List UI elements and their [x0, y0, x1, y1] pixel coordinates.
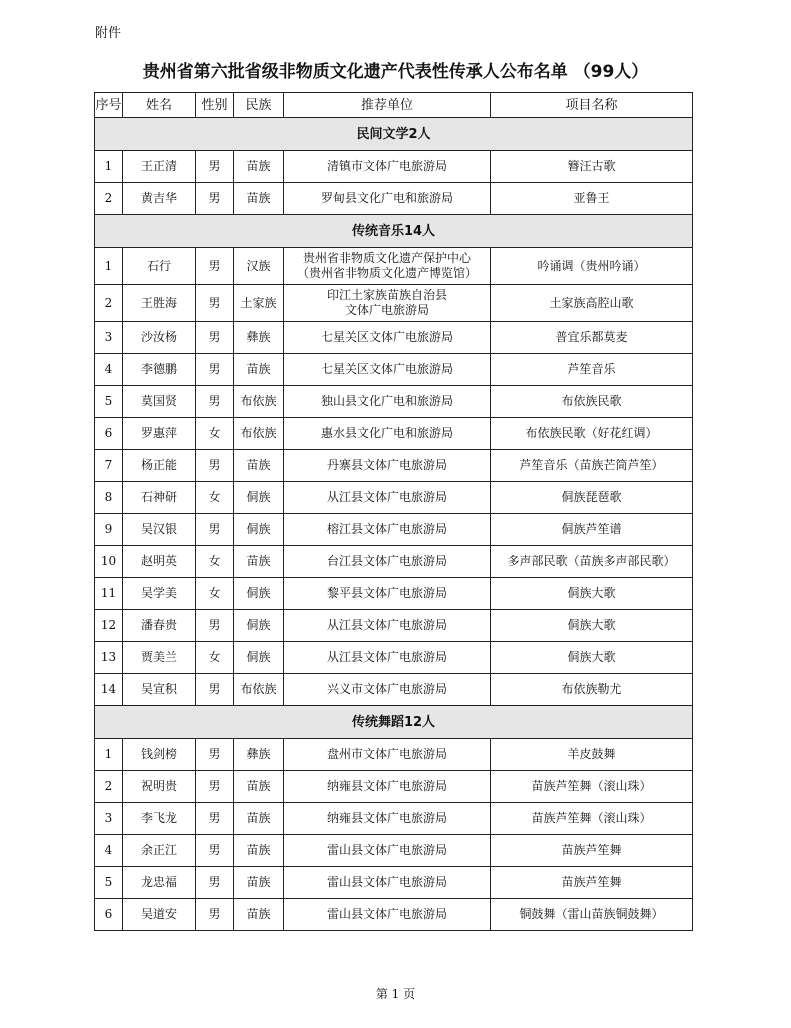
cell-recommending-unit: 兴义市文体广电旅游局	[284, 674, 491, 706]
cell-gender: 男	[196, 674, 234, 706]
cell-project-name: 簪汪古歌	[491, 151, 693, 183]
table-row	[95, 285, 693, 322]
table-row	[95, 514, 693, 546]
cell-recommending-unit: 榕江县文体广电旅游局	[284, 514, 491, 546]
cell-name: 石行	[123, 248, 196, 285]
section-title: 民间文学2人	[95, 118, 693, 151]
cell-name: 龙忠福	[123, 867, 196, 899]
cell-ethnicity: 苗族	[234, 151, 284, 183]
section-title: 传统音乐14人	[95, 215, 693, 248]
table-row	[95, 610, 693, 642]
cell-name: 吴汉银	[123, 514, 196, 546]
cell-recommending-unit: 雷山县文体广电旅游局	[284, 835, 491, 867]
cell-gender: 女	[196, 418, 234, 450]
cell-index: 1	[95, 248, 123, 285]
cell-recommending-unit: 惠水县文化广电和旅游局	[284, 418, 491, 450]
cell-recommending-unit: 黎平县文体广电旅游局	[284, 578, 491, 610]
cell-ethnicity: 彝族	[234, 322, 284, 354]
cell-gender: 男	[196, 285, 234, 322]
cell-name: 吴道安	[123, 899, 196, 931]
cell-name: 王正清	[123, 151, 196, 183]
col-recommending-unit: 推荐单位	[284, 93, 491, 118]
cell-index: 12	[95, 610, 123, 642]
cell-name: 吴学美	[123, 578, 196, 610]
cell-gender: 男	[196, 610, 234, 642]
cell-name: 余正江	[123, 835, 196, 867]
cell-ethnicity: 苗族	[234, 546, 284, 578]
cell-project-name: 侗族琵琶歌	[491, 482, 693, 514]
cell-project-name: 亚鲁王	[491, 183, 693, 215]
table-row	[95, 482, 693, 514]
cell-project-name: 布依族民歌（好花红调）	[491, 418, 693, 450]
cell-index: 3	[95, 803, 123, 835]
cell-project-name: 布依族民歌	[491, 386, 693, 418]
table-row	[95, 354, 693, 386]
table-row	[95, 151, 693, 183]
cell-name: 潘春贵	[123, 610, 196, 642]
col-gender: 性别	[196, 93, 234, 118]
cell-gender: 男	[196, 450, 234, 482]
cell-recommending-unit: 丹寨县文体广电旅游局	[284, 450, 491, 482]
cell-ethnicity: 侗族	[234, 514, 284, 546]
cell-recommending-unit: 印江土家族苗族自治县 文体广电旅游局	[284, 285, 491, 322]
table-row	[95, 899, 693, 931]
cell-name: 莫国贤	[123, 386, 196, 418]
cell-index: 5	[95, 386, 123, 418]
cell-index: 3	[95, 322, 123, 354]
cell-recommending-unit: 纳雍县文体广电旅游局	[284, 803, 491, 835]
cell-name: 罗惠萍	[123, 418, 196, 450]
cell-index: 6	[95, 418, 123, 450]
cell-index: 2	[95, 285, 123, 322]
table-header	[95, 93, 693, 118]
table-row	[95, 803, 693, 835]
cell-recommending-unit: 七星关区文体广电旅游局	[284, 322, 491, 354]
cell-project-name: 侗族大歌	[491, 642, 693, 674]
cell-ethnicity: 彝族	[234, 739, 284, 771]
cell-ethnicity: 苗族	[234, 867, 284, 899]
cell-project-name: 铜鼓舞（雷山苗族铜鼓舞）	[491, 899, 693, 931]
table-row	[95, 674, 693, 706]
table-row	[95, 450, 693, 482]
table-row	[95, 578, 693, 610]
inheritors-table	[94, 92, 693, 931]
cell-ethnicity: 汉族	[234, 248, 284, 285]
col-name: 姓名	[123, 93, 196, 118]
section-header-row	[95, 118, 693, 151]
table-row	[95, 642, 693, 674]
cell-name: 赵明英	[123, 546, 196, 578]
cell-project-name: 侗族大歌	[491, 610, 693, 642]
cell-gender: 女	[196, 482, 234, 514]
cell-name: 杨正能	[123, 450, 196, 482]
cell-index: 7	[95, 450, 123, 482]
cell-ethnicity: 土家族	[234, 285, 284, 322]
cell-recommending-unit: 从江县文体广电旅游局	[284, 642, 491, 674]
cell-ethnicity: 侗族	[234, 610, 284, 642]
cell-recommending-unit: 独山县文化广电和旅游局	[284, 386, 491, 418]
cell-gender: 男	[196, 151, 234, 183]
cell-gender: 男	[196, 899, 234, 931]
cell-recommending-unit: 从江县文体广电旅游局	[284, 610, 491, 642]
cell-project-name: 苗族芦笙舞	[491, 835, 693, 867]
cell-gender: 男	[196, 835, 234, 867]
cell-ethnicity: 苗族	[234, 771, 284, 803]
cell-name: 黄吉华	[123, 183, 196, 215]
cell-index: 9	[95, 514, 123, 546]
cell-recommending-unit: 七星关区文体广电旅游局	[284, 354, 491, 386]
cell-recommending-unit: 雷山县文体广电旅游局	[284, 867, 491, 899]
section-header-row	[95, 706, 693, 739]
cell-index: 2	[95, 183, 123, 215]
cell-ethnicity: 苗族	[234, 354, 284, 386]
cell-gender: 男	[196, 248, 234, 285]
cell-project-name: 苗族芦笙舞（滚山珠）	[491, 803, 693, 835]
cell-project-name: 土家族高腔山歌	[491, 285, 693, 322]
cell-recommending-unit: 贵州省非物质文化遗产保护中心 （贵州省非物质文化遗产博览馆）	[284, 248, 491, 285]
cell-project-name: 侗族芦笙谱	[491, 514, 693, 546]
table-row	[95, 248, 693, 285]
document-title: 贵州省第六批省级非物质文化遗产代表性传承人公布名单 （99人）	[142, 62, 649, 82]
cell-project-name: 普宜乐都莫麦	[491, 322, 693, 354]
cell-index: 1	[95, 739, 123, 771]
cell-recommending-unit: 纳雍县文体广电旅游局	[284, 771, 491, 803]
cell-recommending-unit: 雷山县文体广电旅游局	[284, 899, 491, 931]
cell-index: 6	[95, 899, 123, 931]
cell-index: 14	[95, 674, 123, 706]
section-title: 传统舞蹈12人	[95, 706, 693, 739]
cell-name: 王胜海	[123, 285, 196, 322]
cell-index: 5	[95, 867, 123, 899]
cell-project-name: 苗族芦笙舞（滚山珠）	[491, 771, 693, 803]
cell-project-name: 多声部民歌（苗族多声部民歌）	[491, 546, 693, 578]
cell-name: 李德鹏	[123, 354, 196, 386]
cell-gender: 男	[196, 183, 234, 215]
cell-ethnicity: 苗族	[234, 899, 284, 931]
cell-index: 2	[95, 771, 123, 803]
table-row	[95, 418, 693, 450]
cell-recommending-unit: 从江县文体广电旅游局	[284, 482, 491, 514]
cell-index: 11	[95, 578, 123, 610]
col-index: 序号	[95, 93, 123, 118]
cell-ethnicity: 侗族	[234, 578, 284, 610]
section-header-row	[95, 215, 693, 248]
cell-ethnicity: 布依族	[234, 386, 284, 418]
cell-project-name: 吟诵调（贵州吟诵）	[491, 248, 693, 285]
table-row	[95, 546, 693, 578]
table-row	[95, 322, 693, 354]
cell-name: 沙汝杨	[123, 322, 196, 354]
cell-gender: 女	[196, 578, 234, 610]
table-row	[95, 867, 693, 899]
cell-recommending-unit: 盘州市文体广电旅游局	[284, 739, 491, 771]
cell-gender: 男	[196, 803, 234, 835]
table-row	[95, 771, 693, 803]
cell-gender: 男	[196, 739, 234, 771]
cell-name: 李飞龙	[123, 803, 196, 835]
cell-ethnicity: 布依族	[234, 418, 284, 450]
cell-project-name: 侗族大歌	[491, 578, 693, 610]
table-row	[95, 739, 693, 771]
cell-index: 4	[95, 354, 123, 386]
cell-gender: 女	[196, 546, 234, 578]
attachment-label: 附件	[95, 26, 122, 41]
col-ethnicity: 民族	[234, 93, 284, 118]
cell-project-name: 布依族勒尤	[491, 674, 693, 706]
cell-index: 8	[95, 482, 123, 514]
cell-index: 4	[95, 835, 123, 867]
cell-ethnicity: 苗族	[234, 803, 284, 835]
cell-gender: 男	[196, 386, 234, 418]
cell-ethnicity: 侗族	[234, 482, 284, 514]
cell-ethnicity: 苗族	[234, 450, 284, 482]
cell-ethnicity: 侗族	[234, 642, 284, 674]
cell-index: 13	[95, 642, 123, 674]
cell-name: 吴宣积	[123, 674, 196, 706]
cell-ethnicity: 布依族	[234, 674, 284, 706]
cell-gender: 男	[196, 771, 234, 803]
cell-ethnicity: 苗族	[234, 835, 284, 867]
cell-gender: 男	[196, 322, 234, 354]
cell-index: 10	[95, 546, 123, 578]
cell-name: 石神研	[123, 482, 196, 514]
table-row	[95, 835, 693, 867]
cell-recommending-unit: 台江县文体广电旅游局	[284, 546, 491, 578]
cell-index: 1	[95, 151, 123, 183]
cell-project-name: 芦笙音乐	[491, 354, 693, 386]
cell-recommending-unit: 罗甸县文化广电和旅游局	[284, 183, 491, 215]
cell-gender: 男	[196, 867, 234, 899]
cell-name: 贾美兰	[123, 642, 196, 674]
cell-project-name: 芦笙音乐（苗族芒筒芦笙）	[491, 450, 693, 482]
cell-gender: 女	[196, 642, 234, 674]
table-row	[95, 386, 693, 418]
cell-gender: 男	[196, 354, 234, 386]
col-project-name: 项目名称	[491, 93, 693, 118]
cell-recommending-unit: 清镇市文体广电旅游局	[284, 151, 491, 183]
cell-gender: 男	[196, 514, 234, 546]
cell-name: 钱剑榜	[123, 739, 196, 771]
table-row	[95, 183, 693, 215]
cell-project-name: 苗族芦笙舞	[491, 867, 693, 899]
cell-project-name: 羊皮鼓舞	[491, 739, 693, 771]
cell-ethnicity: 苗族	[234, 183, 284, 215]
page-number: 第 1 页	[375, 987, 416, 1001]
cell-name: 祝明贵	[123, 771, 196, 803]
